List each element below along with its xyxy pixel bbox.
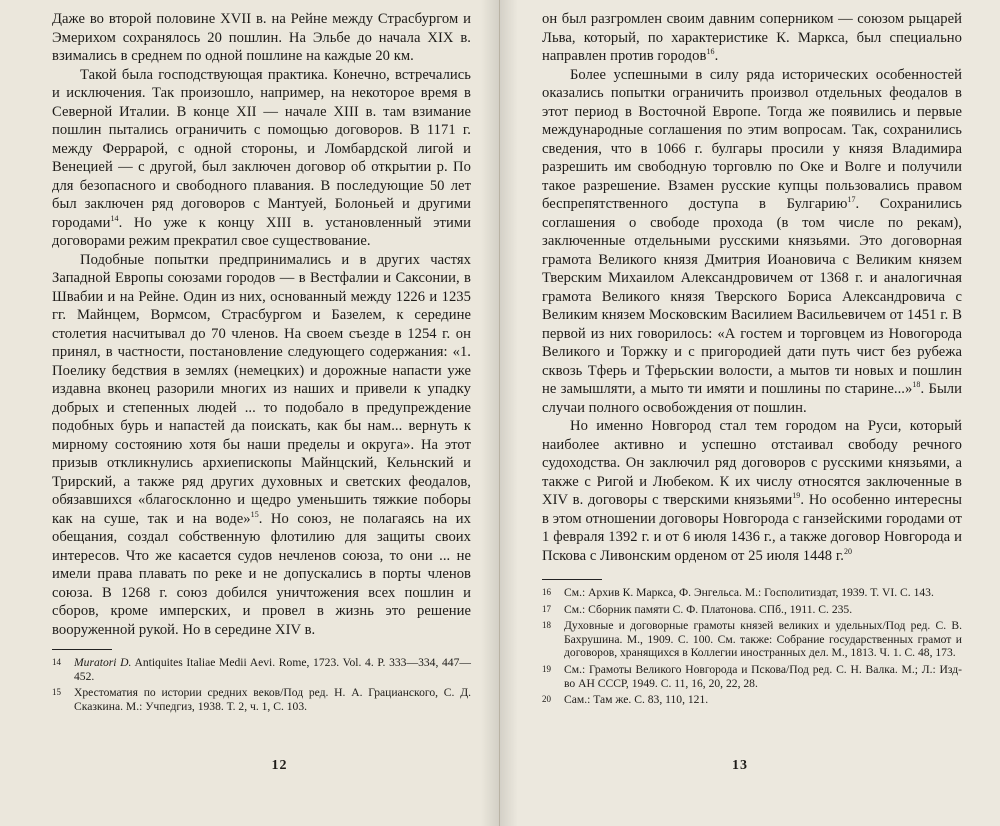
- left-footnotes: [52, 656, 471, 713]
- paragraph: [542, 417, 962, 565]
- footnote-number: 14: [52, 657, 61, 667]
- footnote-text: Духовные и договорные грамоты князей великих и удельных/Под ред. С. В. Бахрушина. М., 1909. С. 100. См. также: Собрание государственных грамот и договоров, хранящихся в Коллегии иностранных дел. М., 1813. Ч. 1. С. 48, 173.: [564, 619, 962, 660]
- footnote-text: Хрестоматия по истории средних веков/Под ред. Н. А. Грацианского, С. Д. Сказкина. М.: Учпедгиз, 1938. Т. 2, ч. 1, С. 103.: [74, 686, 471, 713]
- footnote: [542, 586, 962, 600]
- paragraph-text: Но именно Новгород стал тем городом на Руси, который наиболее активно и успешно отстаивал свободу речного судоходства. Он заключил ряд договоров с русскими князьями, а также с Ригой и Любеком. К их числу относятся заключенные в XIV в. договоры с тверскими князьями: [542, 418, 962, 508]
- footnote-text: См.: Сборник памяти С. Ф. Платонова. СПб., 1911. С. 235.: [564, 602, 853, 616]
- footnote-ref[interactable]: 18: [912, 380, 921, 390]
- gutter-shadow: [481, 0, 499, 826]
- left-body-text: [52, 10, 471, 639]
- gutter-shadow: [500, 0, 518, 826]
- paragraph: [542, 10, 962, 66]
- footnote-body: Antiquites Italiae Medii Aevi. Rome, 1723. Vol. 4. P. 333—334, 447—452.: [74, 656, 471, 683]
- footnote-number: 19: [542, 663, 551, 674]
- paragraph-text: он был разгромлен своим давним соперником — союзом рыцарей Льва, который, по характеристике К. Маркса, был специально направлен против городов: [542, 11, 962, 64]
- footnote-number: 20: [542, 694, 551, 705]
- page-number: 12: [271, 758, 288, 773]
- footnote: [52, 686, 471, 713]
- paragraph-text: . Но союз, не полагаясь на их обещания, создал собственную флотилию для защиты своих интересов. Что же касается судов нечленов союза, то они ... не имели права плавать по реке и не допускались в порты членов союза. В 1268 г. союз добился уничтожения всех пошлин и сборов, кроме имперских, и провел в жизнь это решение вооруженной рукой. Но в середине XIV в.: [52, 510, 471, 638]
- footnote-ref[interactable]: 20: [843, 546, 853, 556]
- paragraph-text: . Но уже к концу XIII в. установленный этими договорами режим прекратил свое существование.: [52, 214, 471, 249]
- footnote-ref[interactable]: 17: [847, 195, 856, 205]
- footnote: [542, 619, 962, 660]
- footnote-text: Сам.: Там же. С. 83, 110, 121.: [564, 693, 709, 707]
- right-page: [500, 0, 1000, 826]
- paragraph-text: . Но особенно интересны в этом отношении договоры Новгорода с ганзейскими городами от 1 февраля 1392 г. и от 6 июля 1436 г., а также договор Новгорода и Пскова с Ливонским орденом от 25 июля 1448 г.: [542, 492, 962, 564]
- paragraph-text: Даже во второй половине XVII в. на Рейне между Страсбургом и Эмерихом сохранялось 20 пошлин. На Эльбе до начала XIX в. взимались в среднем по одной пошлине на каждые 20 км.: [52, 11, 471, 64]
- footnote-number: 16: [542, 587, 551, 597]
- right-body-text: [542, 10, 962, 565]
- footnote-ref[interactable]: 16: [706, 47, 715, 57]
- paragraph: [52, 251, 471, 640]
- footnote-number: 15: [52, 687, 61, 698]
- right-footnotes: [542, 586, 962, 707]
- footnote: [542, 663, 962, 690]
- paragraph-text: .: [714, 48, 719, 64]
- paragraph: [52, 10, 471, 66]
- paragraph-text: Подобные попытки предпринимались и в других частях Западной Европы союзами городов — в Вестфалии и Саксонии, в Швабии и на Рейне. Один из них, основанный между 1226 и 1235 гг. Майнцем, Вормсом, Страсбургом и Базелем, к середине столетия насчитывал до 70 членов. На своем съезде в 1254 г. он принял, в частности, постановление следующего содержания: «1. Поелику бедствия в землях (немецких) и дорожные напасти уже издавна вконец разорили многих из наших и привели к упадку добрых и степенных людей ... то подобало в предупреждение подобных бурь и напастей да поискать, как бы нам... вернуть к мирному состоянию хотя бы наши пределы и округа». На этот призыв откликнулись архиепископы Майнцский, Кельнский и Трирский, а также ряд других духовных и светских феодалов, обязавшихся «благосклонно и щедро уменьшить тяжкие поборы как на суше, так и на воде»: [52, 251, 471, 527]
- paragraph: [542, 66, 962, 418]
- footnote: [542, 603, 962, 617]
- paragraph-text: . Сохранились соглашения о свободе прохода (в том числе по рекам), заключенные отдельными русскими князьями. Это договорная грамота Великого князя Дмитрия Иоановича с Великим князем Тверским Михаилом Александровичем от 1368 г. и аналогичная грамота Великого князя Тверского Бориса Александровича с Великим князем Московским Василием Васильевичем от 1451 г. В первой из них говорилось: «А гостем и торговцем из Новогорода Великого и Торжку и с пригородией дати путь чист без рубежа сквозь Тферь и Тферьскии волости, а мытов ти новых и пошлин не замышляти, а мыто ти имяти и пошлины по старине...»: [542, 196, 962, 397]
- footnote-separator: [52, 649, 112, 650]
- footnote-number: 18: [542, 620, 551, 631]
- paragraph: [52, 66, 471, 251]
- footnote-number: 17: [542, 603, 551, 614]
- footnote-text: См.: Грамоты Великого Новгорода и Пскова/Под ред. С. Н. Валка. М.; Л.: Изд-во АН СССР, 1949. С. 11, 16, 20, 22, 28.: [564, 662, 962, 690]
- footnote-text: [74, 656, 471, 683]
- footnote-ref[interactable]: 15: [250, 509, 259, 519]
- footnote-ref[interactable]: 19: [792, 491, 801, 501]
- footnote-text: См.: Архив К. Маркса, Ф. Энгельса. М.: Госполитиздат, 1939. Т. VI. С. 143.: [564, 586, 934, 599]
- paragraph-text: Более успешными в силу ряда исторических особенностей оказались попытки ограничить произвол отдельных феодалов в этот период в Восточной Европе. Тогда же появились и первые международные соглашения по этим вопросам. Так, сохранились сведения, что в 1066 г. булгары просили у князя Владимира разрешить им свободную торговлю по Оке и Волге и получили такое разрешение. Взамен русские купцы пользовались правом беспрепятственного доступа в Булгарию: [542, 66, 962, 212]
- page-number: 13: [732, 758, 748, 773]
- paragraph-text: . Были случаи полного освобождения от пошлин.: [542, 381, 962, 416]
- footnote: [542, 693, 962, 707]
- footnote-separator: [542, 579, 602, 580]
- paragraph-text: Такой была господствующая практика. Конечно, встречались и исключения. Так произошло, например, на некоторое время в Северной Италии. В конце XII — начале XIII в. там взимание пошлин пытались ограничить с помощью договоров. В 1171 г. между Феррарой, с одной стороны, и Ломбардской лигой и Венецией — с другой, был заключен договор об открытии р. По для безопасного и свободного плавания. В последующие 50 лет был заключен ряд договоров с Мантуей, Болоньей и другими городами: [52, 66, 471, 231]
- footnote: [52, 656, 471, 683]
- footnote-author: Muratori D.: [74, 656, 132, 669]
- footnote-ref[interactable]: 14: [110, 213, 119, 223]
